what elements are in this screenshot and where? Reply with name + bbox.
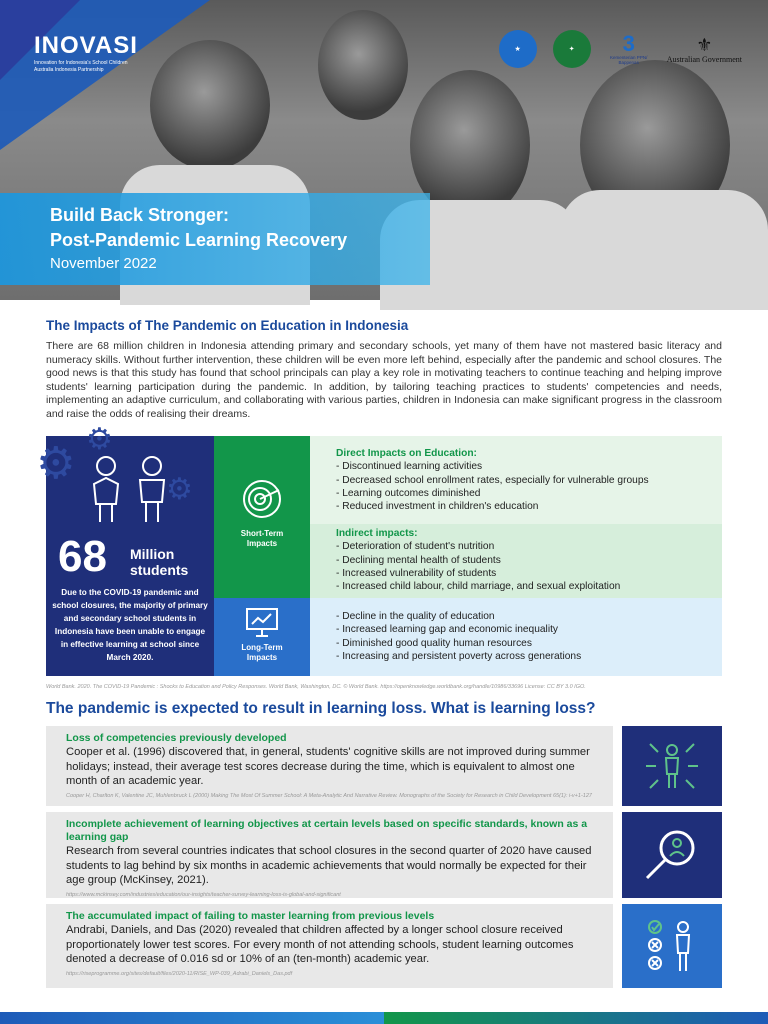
students-panel bbox=[36, 423, 214, 676]
ministry-education-logo: ★ bbox=[499, 30, 537, 68]
target-icon bbox=[241, 478, 283, 520]
list-item: - Diminished good quality human resources bbox=[336, 637, 532, 649]
list-item: - Increased learning gap and economic inequality bbox=[336, 624, 559, 636]
title-line-1: Build Back Stronger: bbox=[50, 205, 230, 225]
presentation-chart-icon bbox=[244, 606, 280, 638]
gear-icon: ⚙ bbox=[36, 439, 76, 488]
long-term-box bbox=[214, 598, 310, 676]
title-line-2: Post-Pandemic Learning Recovery bbox=[50, 230, 348, 250]
list-item: - Decreased school enrollment rates, especially for vulnerable groups bbox=[336, 474, 649, 486]
ministry-religious-logo: ✦ bbox=[553, 30, 591, 68]
photo-shirt-4 bbox=[560, 190, 768, 310]
direct-impacts-heading: Direct Impacts on Education: bbox=[336, 448, 477, 459]
direct-impacts bbox=[336, 447, 649, 513]
indirect-impacts-heading: Indirect impacts: bbox=[336, 528, 418, 539]
checklist-person-icon bbox=[622, 904, 722, 988]
magnifier-person-icon bbox=[622, 812, 722, 898]
list-item: - Increased child labour, child marriage, and sexual exploitation bbox=[336, 581, 621, 593]
section1-body: There are 68 million children in Indonesia attending primary and secondary schools, yet many of them have not mastered basic literacy and numeracy skills. Without further intervention, these children will be even more left behind, especially after the pandemic and school closures. The good news is that this study has found that school principals can play a key role in motivating teachers to continue teaching and helping improve students' learning participation during the pandemic. In addition, by tailoring teaching practices to students' competencies and needs, implementing an adaptive curriculum, and collaborating with various parties, children in Indonesia can make significant progress in the classroom and raise the odds of realising their dreams. bbox=[46, 340, 722, 420]
person-arrows-icon bbox=[622, 726, 722, 806]
list-item: - Increased vulnerability of students bbox=[336, 567, 497, 579]
photo-child-2 bbox=[318, 10, 408, 120]
children-icon bbox=[82, 454, 176, 526]
list-item: - Decline in the quality of education bbox=[336, 611, 495, 622]
list-item: - Learning outcomes diminished bbox=[336, 487, 481, 499]
learning-loss-card-2: Incomplete achievement of learning objectives at certain levels based on specific standards, known as a learning gap Research from several countries indicates that school closures in the second quarter of 2020 have caused students to lag behind by six months in academic achievements that would normally be expected for their age group (McKinsey, 2021). https://www.mckinsey.com/industries/education/our-insights/teacher-survey-learning-loss-is-global-and-significant bbox=[46, 812, 613, 898]
gear-icon: ⚙ bbox=[166, 473, 193, 506]
partner-logos bbox=[499, 30, 742, 68]
infographic-citation: World Bank. 2020. The COVID-19 Pandemic : Shocks to Education and Policy Responses. World Bank, Washington, DC. © World Bank. https://openknowledge.worldbank.org/handle/10986/33696 License: CC BY 3.0 IGO. bbox=[46, 684, 586, 690]
list-item: - Discontinued learning activities bbox=[336, 461, 483, 473]
indirect-impacts bbox=[336, 527, 620, 593]
section2-heading: The pandemic is expected to result in learning loss. What is learning loss? bbox=[46, 700, 596, 717]
learning-loss-card-1: Loss of competencies previously developed Cooper et al. (1996) discovered that, in general, students' cognitive skills are not improved during summer holidays; instead, their average test scores decrease during the time, which is equivalent to almost one month of an academic year. Cooper H, Charlton K, Valentine JC, Muhlenbruck L (2000) Making The Most Of Summer School: A Meta-Analytic And Narrative Review. Monographs of the Society for Research in Child Development 65(1): i-v+1-127 bbox=[46, 726, 613, 806]
list-item: - Reduced investment in children's education bbox=[336, 501, 539, 513]
gear-icon: ⚙ bbox=[86, 423, 113, 456]
title-date: November 2022 bbox=[50, 255, 157, 272]
learning-loss-card-3: The accumulated impact of failing to master learning from previous levels Andrabi, Daniels, and Das (2020) revealed that children affected by a longer school closure received proportionately lower test scores. For every month of not attending schools, student learning outcomes denoted a decrease of 0.016 sd or 10% of an (ten-month) academic year. https://riseprogramme.org/sites/default/files/2020-11/RISE_WP-039_Adrabi_Daniels_Das.pdf bbox=[46, 904, 613, 988]
hero-photo bbox=[0, 0, 768, 300]
students-description: Due to the COVID-19 pandemic and school closures, the majority of primary and secondary school students in Indonesia have been unable to engage in effective learning at school since March 2020. bbox=[52, 588, 208, 662]
list-item: - Declining mental health of students bbox=[336, 554, 501, 566]
short-term-box bbox=[214, 436, 310, 598]
inovasi-logo: INOVASI Innovation for Indonesia's School Children Australia Indonesia Partnership bbox=[34, 32, 138, 73]
title-band bbox=[0, 193, 430, 285]
long-term-label: Long-Term Impacts bbox=[241, 643, 283, 662]
short-term-label: Short-Term Impacts bbox=[240, 529, 284, 548]
long-term-impacts bbox=[336, 610, 581, 663]
footer-bar bbox=[0, 1012, 768, 1024]
bappenas-logo: 3 Kementerian PPN/ Bappenas bbox=[610, 31, 648, 65]
big-number: 68 bbox=[58, 532, 107, 581]
million-label: Million students bbox=[130, 546, 189, 578]
section1-heading: The Impacts of The Pandemic on Education in Indonesia bbox=[46, 318, 409, 333]
australian-government-logo: ⚜ Australian Government bbox=[666, 34, 742, 64]
list-item: - Deterioration of student's nutrition bbox=[336, 541, 495, 553]
list-item: - Increasing and persistent poverty across generations bbox=[336, 650, 582, 662]
